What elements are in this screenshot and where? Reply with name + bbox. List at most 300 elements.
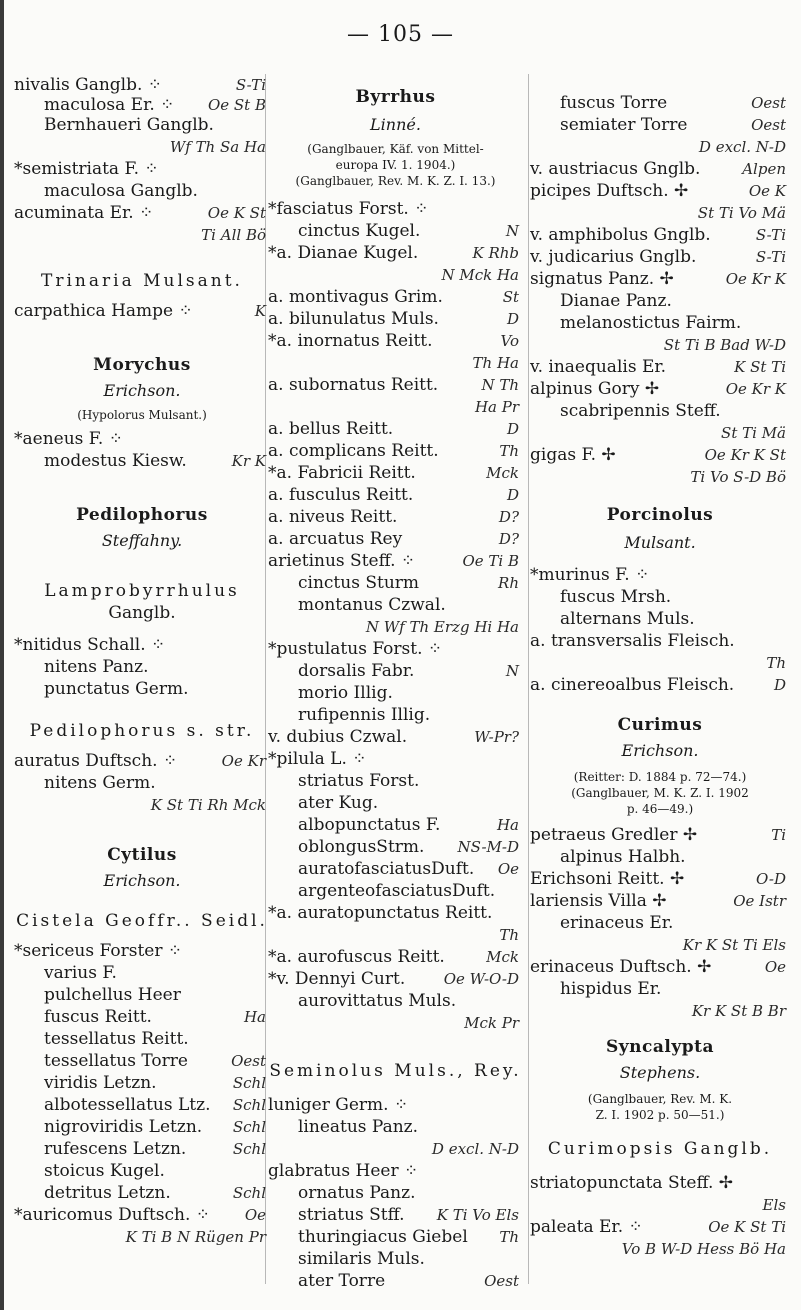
species-entry [268,528,523,550]
distribution-text: Oe Kr K [725,380,786,398]
distribution-line [530,422,790,444]
reference-note [268,170,523,192]
distribution-text: St [502,288,519,306]
synonym-line [268,770,523,792]
synonym-line [268,990,523,1012]
entry-text: Syncalypta [606,1037,714,1057]
distribution-text: Schl [232,1096,266,1114]
genus-heading [268,86,523,108]
entry-text: p. 46—49.) [626,802,694,816]
species-entry [268,484,523,506]
species-entry [530,630,790,652]
entry-text: nitens Panz. [44,657,149,677]
distribution-line [268,616,523,638]
entry-text: lineatus Panz. [298,1117,419,1137]
species-entry [268,902,523,924]
entry-text: semiater Torre [560,115,688,135]
synonym-line [268,220,523,242]
species-entry [530,224,790,246]
subgenus-heading [14,720,270,742]
species-entry [530,1172,790,1194]
subgenus-heading [14,580,270,602]
entry-text: *nitidus Schall. ⁘ [14,635,166,655]
species-entry [268,242,523,264]
entry-text: a. complicans Reitt. [268,441,439,461]
distribution-text: Th Ha [472,354,519,372]
synonym-line [268,1116,523,1138]
distribution-line [14,136,270,158]
entry-text: striatus Stff. [298,1205,405,1225]
synonym-line [530,586,790,608]
entry-text: alternans Muls. [560,609,695,629]
distribution-text: Oe St B [207,96,266,114]
distribution-line [268,1012,523,1034]
distribution-text: W-Pr? [474,728,519,746]
synonym-line [268,660,523,682]
entry-text: ater Kug. [298,793,379,813]
genus-heading [14,844,270,866]
entry-text: Trinaria Mulsant. [41,271,243,291]
entry-text: albotessellatus Ltz. [44,1095,211,1115]
entry-text: ater Torre [298,1271,386,1291]
entry-text: varius F. [44,963,117,983]
entry-text: v. amphibolus Gnglb. [530,225,711,245]
distribution-text: S-Ti [235,76,266,94]
distribution-line [14,794,270,816]
synonym-line [14,114,270,136]
entry-text: Ganglb. [108,603,176,623]
distribution-text: St Ti B Bad W-D [663,336,786,354]
genus-heading [530,714,790,736]
distribution-text: Ha [496,816,519,834]
entry-text: similaris Muls. [298,1249,425,1269]
subgenus-author [14,602,270,624]
species-entry [530,564,790,586]
distribution-line [14,1226,270,1248]
species-entry [268,418,523,440]
synonym-line [268,1248,523,1270]
subgenus-heading [268,1060,523,1082]
genus-heading [530,1036,790,1058]
entry-text: a. cinereoalbus Fleisch. [530,675,735,695]
distribution-text: Oe Kr K St [704,446,786,464]
entry-text: Curimus [617,715,703,735]
distribution-line [530,934,790,956]
distribution-text: Schl [232,1184,266,1202]
species-entry [530,890,790,912]
species-entry [268,198,523,220]
synonym-line [530,92,790,114]
distribution-text: K [254,302,266,320]
entry-text: pulchellus Heer [44,985,181,1005]
synonym-line [14,1116,270,1138]
synonym-line [268,1270,523,1292]
synonym-line [14,962,270,984]
distribution-text: Oe Ti B [462,552,519,570]
entry-text: nivalis Ganglb. ⁘ [14,75,163,95]
distribution-line [530,1194,790,1216]
distribution-line [530,466,790,488]
distribution-text: D excl. N-D [698,138,786,156]
distribution-line [268,396,523,418]
synonym-line [14,656,270,678]
synonym-line [530,290,790,312]
species-entry [268,748,523,770]
entry-text: auratofasciatusDuft. [298,859,475,879]
entry-text: *aeneus F. ⁘ [14,429,123,449]
species-entry [268,968,523,990]
synonym-line [268,682,523,704]
entry-text: a. subornatus Reitt. [268,375,439,395]
species-entry [268,726,523,748]
distribution-text: Oest [751,94,786,112]
entry-text: cinctus Sturm [298,573,420,593]
species-entry [14,634,270,656]
entry-text: paleata Er. ⁘ [530,1217,643,1237]
synonym-line [530,978,790,1000]
species-entry [530,180,790,202]
entry-text: alpinus Halbh. [560,847,686,867]
distribution-text: St Ti Vo Mä [697,204,786,222]
species-entry [14,1204,270,1226]
entry-text: albopunctatus F. [298,815,441,835]
distribution-text: Schl [232,1074,266,1092]
distribution-line [268,924,523,946]
distribution-text: Oe Kr K [725,270,786,288]
distribution-line [530,202,790,224]
distribution-line [14,224,270,246]
distribution-text: Th [766,654,786,672]
entry-text: Linné. [370,115,421,134]
species-entry [268,374,523,396]
distribution-text: N [505,662,519,680]
distribution-text: D [506,420,519,438]
distribution-text: Oest [231,1052,266,1070]
genus-author [14,380,270,402]
distribution-line [268,264,523,286]
distribution-line [268,352,523,374]
synonym-line [14,1072,270,1094]
reference-note [530,798,790,820]
species-entry [14,940,270,962]
entry-text: Erichson. [103,871,181,890]
distribution-text: K Ti B N Rügen Pr [125,1228,266,1246]
synonym-line [14,450,270,472]
entry-text: europa IV. 1. 1904.) [335,158,456,172]
distribution-text: Oe K [748,182,786,200]
entry-text: Mulsant. [624,533,696,552]
column-divider [528,74,529,1284]
genus-heading [530,504,790,526]
entry-text: *v. Dennyi Curt. [268,969,406,989]
entry-text: maculosa Er. ⁘ [44,95,175,115]
entry-text: fuscus Mrsh. [560,587,672,607]
entry-text: striatus Forst. [298,771,420,791]
synonym-line [268,1182,523,1204]
species-entry [530,956,790,978]
synonym-line [14,1028,270,1050]
entry-text: tessellatus Reitt. [44,1029,189,1049]
distribution-text: K St Ti [734,358,786,376]
distribution-text: D? [498,508,519,526]
distribution-text: Ha Pr [474,398,519,416]
distribution-text: Oe K St Ti [708,1218,786,1236]
entry-text: thuringiacus Giebel [298,1227,468,1247]
distribution-text: Oe W-O-D [443,970,519,988]
synonym-line [268,858,523,880]
distribution-text: Mck [486,948,519,966]
entry-text: petraeus Gredler ✢ [530,825,698,845]
entry-text: Seminolus Muls., Rey. [269,1061,522,1081]
entry-text: striatopunctata Steff. ✢ [530,1173,734,1193]
entry-text: a. fusculus Reitt. [268,485,414,505]
entry-text: signatus Panz. ✢ [530,269,674,289]
synonym-line [14,94,270,116]
distribution-text: Vo B W-D Hess Bö Ha [621,1240,786,1258]
distribution-text: Oest [484,1272,519,1290]
species-entry [268,462,523,484]
entry-text: fuscus Torre [560,93,668,113]
species-entry [530,246,790,268]
entry-text: *auricomus Duftsch. ⁘ [14,1205,211,1225]
genus-heading [14,504,270,526]
distribution-text: Oe Istr [733,892,786,910]
distribution-text: Th [499,926,519,944]
entry-text: *a. auratopunctatus Reitt. [268,903,493,923]
synonym-line [14,1160,270,1182]
species-entry [530,356,790,378]
distribution-text: Oe [764,958,786,976]
synonym-line [530,400,790,422]
entry-text: scabripennis Steff. [560,401,721,421]
entry-text: Pedilophorus [76,505,208,525]
entry-text: arietinus Steff. ⁘ [268,551,416,571]
distribution-text: Rh [498,574,519,592]
distribution-text: Wf Th Sa Ha [169,138,266,156]
species-entry [14,300,270,322]
synonym-line [14,1182,270,1204]
entry-text: tessellatus Torre [44,1051,188,1071]
entry-text: viridis Letzn. [44,1073,157,1093]
species-entry [14,428,270,450]
entry-text: stoicus Kugel. [44,1161,165,1181]
entry-text: melanostictus Fairm. [560,313,742,333]
distribution-text: N Wf Th Erzg Hi Ha [365,618,519,636]
entry-text: Erichsoni Reitt. ✢ [530,869,685,889]
synonym-line [268,1204,523,1226]
synonym-line [530,312,790,334]
page-number: — 105 — [347,22,454,47]
distribution-text: Els [762,1196,786,1214]
distribution-text: Ti All Bö [201,226,266,244]
distribution-line [530,1238,790,1260]
distribution-text: Vo [500,332,519,350]
synonym-line [530,912,790,934]
distribution-line [530,334,790,356]
synonym-line [14,772,270,794]
entry-text: morio Illig. [298,683,393,703]
entry-text: a. niveus Reitt. [268,507,398,527]
species-entry [530,674,790,696]
distribution-text: D? [498,530,519,548]
synonym-line [268,836,523,858]
distribution-text: Oe [244,1206,266,1224]
entry-text: (Hypolorus Mulsant.) [77,408,207,422]
entry-text: picipes Duftsch. ✢ [530,181,689,201]
distribution-text: Mck [486,464,519,482]
entry-text: *murinus F. ⁘ [530,565,650,585]
entry-text: (Ganglbauer, Rev. M. K. Z. I. 13.) [295,174,496,188]
entry-text: punctatus Germ. [44,679,189,699]
distribution-text: Schl [232,1140,266,1158]
entry-text: rufescens Letzn. [44,1139,187,1159]
species-entry [530,444,790,466]
entry-text: (Reitter: D. 1884 p. 72—74.) [573,770,747,784]
genus-heading [14,354,270,376]
entry-text: a. bilunulatus Muls. [268,309,439,329]
entry-text: *fasciatus Forst. ⁘ [268,199,429,219]
species-entry [268,330,523,352]
entry-text: Cistela Geoffr.. Seidl. [16,911,268,931]
entry-text: cinctus Kugel. [298,221,421,241]
species-entry [530,378,790,400]
distribution-line [530,1000,790,1022]
distribution-text: N Th [481,376,519,394]
entry-text: rufipennis Illig. [298,705,431,725]
entry-text: maculosa Ganglb. [44,181,198,201]
entry-text: lariensis Villa ✢ [530,891,667,911]
species-entry [268,638,523,660]
entry-text: ornatus Panz. [298,1183,416,1203]
subgenus-heading [530,1138,790,1160]
genus-author [268,114,523,136]
entry-text: detritus Letzn. [44,1183,171,1203]
species-entry [268,1094,523,1116]
entry-text: Pedilophorus s. str. [29,721,255,741]
entry-text: gigas F. ✢ [530,445,616,465]
entry-text: modestus Kiesw. [44,451,187,471]
species-entry [530,868,790,890]
species-entry [530,824,790,846]
entry-text: *a. Dianae Kugel. [268,243,419,263]
entry-text: v. inaequalis Er. [530,357,667,377]
entry-text: Steffahny. [101,531,183,550]
distribution-text: NS-M-D [457,838,519,856]
synonym-line [268,572,523,594]
distribution-text: N Mck Ha [441,266,519,284]
entry-text: Z. I. 1902 p. 50—51.) [595,1108,725,1122]
distribution-text: Ti Vo S-D Bö [690,468,786,486]
species-entry [14,202,270,224]
synonym-line [14,180,270,202]
entry-text: a. bellus Reitt. [268,419,394,439]
species-entry [268,286,523,308]
subgenus-heading [14,910,270,932]
distribution-text: K Ti Vo Els [436,1206,519,1224]
entry-text: a. arcuatus Rey [268,529,403,549]
distribution-text: Th [499,1228,519,1246]
entry-text: aurovittatus Muls. [298,991,457,1011]
entry-text: erinaceus Er. [560,913,674,933]
synonym-line [268,704,523,726]
entry-text: fuscus Reitt. [44,1007,152,1027]
entry-text: Byrrhus [355,87,436,107]
synonym-line [268,792,523,814]
distribution-text: Schl [232,1118,266,1136]
entry-text: oblongusStrm. [298,837,425,857]
entry-text: Erichson. [103,381,181,400]
genus-author [14,530,270,552]
synonym-line [14,678,270,700]
entry-text: erinaceus Duftsch. ✢ [530,957,712,977]
genus-author [530,532,790,554]
distribution-text: Oest [751,116,786,134]
distribution-text: Ti [771,826,786,844]
entry-text: hispidus Er. [560,979,662,999]
entry-text: acuminata Er. ⁘ [14,203,154,223]
species-entry [14,74,270,96]
distribution-text: O-D [756,870,786,888]
species-entry [268,440,523,462]
entry-text: v. austriacus Gnglb. [530,159,701,179]
distribution-text: Th [499,442,519,460]
entry-text: *pustulatus Forst. ⁘ [268,639,443,659]
entry-text: luniger Germ. ⁘ [268,1095,409,1115]
synonym-line [14,1006,270,1028]
distribution-text: Kr K St Ti Els [682,936,786,954]
entry-text: nitens Germ. [44,773,156,793]
distribution-text: K Rhb [472,244,519,262]
species-entry [268,550,523,572]
distribution-text: Oe [497,860,519,878]
subgenus-heading [14,270,270,292]
entry-text: (Ganglbauer, Käf. von Mittel- [307,142,484,156]
entry-text: (Ganglbauer, Rev. M. K. [587,1092,733,1106]
genus-author [530,740,790,762]
entry-text: *a. Fabricii Reitt. [268,463,416,483]
distribution-text: D excl. N-D [431,1140,519,1158]
distribution-line [268,1138,523,1160]
distribution-text: N [505,222,519,240]
entry-text: Morychus [93,355,191,375]
entry-text: carpathica Hampe ⁘ [14,301,193,321]
entry-text: (Ganglbauer, M. K. Z. I. 1902 [571,786,749,800]
entry-text: Lamprobyrrhulus [44,581,240,601]
entry-text: Bernhaueri Ganglb. [44,115,214,135]
entry-text: auratus Duftsch. ⁘ [14,751,178,771]
genus-author [14,870,270,892]
synonym-line [14,1138,270,1160]
distribution-text: S-Ti [755,248,786,266]
entry-text: Stephens. [619,1063,701,1082]
distribution-line [530,652,790,674]
distribution-text: D [506,310,519,328]
distribution-line [530,136,790,158]
distribution-text: D [506,486,519,504]
synonym-line [14,1050,270,1072]
entry-text: v. judicarius Gnglb. [530,247,697,267]
entry-text: *pilula L. ⁘ [268,749,367,769]
species-entry [14,158,270,180]
synonym-line [268,814,523,836]
species-entry [268,506,523,528]
reference-note [530,1104,790,1126]
entry-text: Curimopsis Ganglb. [547,1139,773,1159]
distribution-text: St Ti Mä [721,424,786,442]
entry-text: alpinus Gory ✢ [530,379,660,399]
species-entry [268,946,523,968]
genus-author [530,1062,790,1084]
